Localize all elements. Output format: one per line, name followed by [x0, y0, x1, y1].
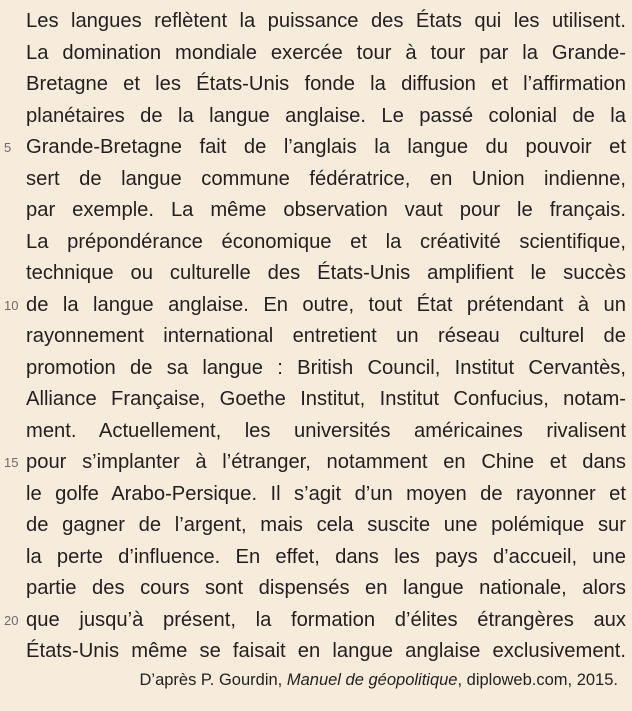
text-line-4-content: planétaires de la langue anglaise. Le passé colonial de la	[26, 104, 626, 127]
source-citation	[139, 668, 618, 692]
text-line-11	[26, 321, 626, 353]
text-line-16	[26, 479, 626, 511]
text-line-16-content: le golfe Arabo-Persique. Il s’agit d’un moyen de rayonner et	[26, 482, 626, 505]
text-line-6-content: sert de langue commune fédératrice, en Union indienne,	[26, 167, 626, 190]
text-line-4	[26, 101, 626, 133]
text-line-11-content: rayonnement international entretient un réseau culturel de	[26, 325, 626, 347]
citation-prefix: D’après P. Gourdin,	[139, 671, 287, 689]
text-line-7-content: par exemple. La même observation vaut pour le français.	[26, 199, 626, 221]
article-text	[4, 6, 626, 668]
text-line-3	[26, 69, 626, 101]
text-line-20-content: que jusqu’à présent, la formation d’élites étrangères aux	[26, 608, 626, 631]
text-line-20	[4, 605, 626, 637]
text-line-5-content: Grande-Bretagne fait de l’anglais la langue du pouvoir et	[26, 136, 626, 158]
line-number-5: 5	[4, 140, 12, 155]
text-line-14-content: ment. Actuellement, les universités américaines rivalisent	[26, 419, 626, 442]
text-line-15	[4, 447, 626, 479]
text-line-10-content: de la langue anglaise. En outre, tout État prétendant à un	[26, 293, 626, 316]
text-line-8	[26, 227, 626, 259]
text-line-1	[26, 6, 626, 38]
text-line-19	[26, 573, 626, 605]
line-number-10: 10	[4, 297, 19, 313]
text-line-21-content: États-Unis même se faisait en langue anglaise exclusivement.	[26, 640, 626, 662]
text-line-2-content: La domination mondiale exercée tour à tour par la Grande-	[26, 41, 626, 64]
text-line-9	[26, 258, 626, 290]
text-line-18-content: la perte d’influence. En effet, dans les pays d’accueil, une	[26, 545, 626, 568]
text-line-8-content: La prépondérance économique et la créativité scientifique,	[26, 230, 626, 253]
line-number-15: 15	[4, 455, 19, 470]
text-line-1-content: Les langues reflètent la puissance des États qui les utilisent.	[26, 10, 626, 32]
text-line-10	[4, 290, 626, 322]
text-line-9-content: technique ou culturelle des États-Unis amplifient le succès	[26, 262, 626, 284]
text-line-13	[26, 384, 626, 416]
text-line-5	[4, 132, 626, 164]
text-line-2	[26, 38, 626, 70]
text-line-19-content: partie des cours sont dispensés en langue nationale, alors	[26, 577, 626, 599]
text-line-7	[26, 195, 626, 227]
text-line-18	[26, 542, 626, 574]
text-line-14	[26, 416, 626, 448]
citation-suffix: , diploweb.com, 2015.	[457, 671, 618, 689]
text-line-17-content: de gagner de l’argent, mais cela suscite une polémique sur	[26, 514, 626, 536]
text-line-12-content: promotion de sa langue : British Council, Institut Cervantès,	[26, 356, 626, 379]
text-line-13-content: Alliance Française, Goethe Institut, Institut Confucius, notam-	[26, 388, 626, 410]
text-line-12	[26, 353, 626, 385]
text-line-3-content: Bretagne et les États-Unis fonde la diffusion et l’affirmation	[26, 73, 626, 95]
text-line-21	[26, 636, 626, 668]
text-line-17	[26, 510, 626, 542]
line-number-20: 20	[4, 612, 19, 628]
text-line-6	[26, 164, 626, 196]
citation-title: Manuel de géopolitique	[286, 671, 458, 689]
text-line-15-content: pour s’implanter à l’étranger, notamment en Chine et dans	[26, 451, 626, 473]
